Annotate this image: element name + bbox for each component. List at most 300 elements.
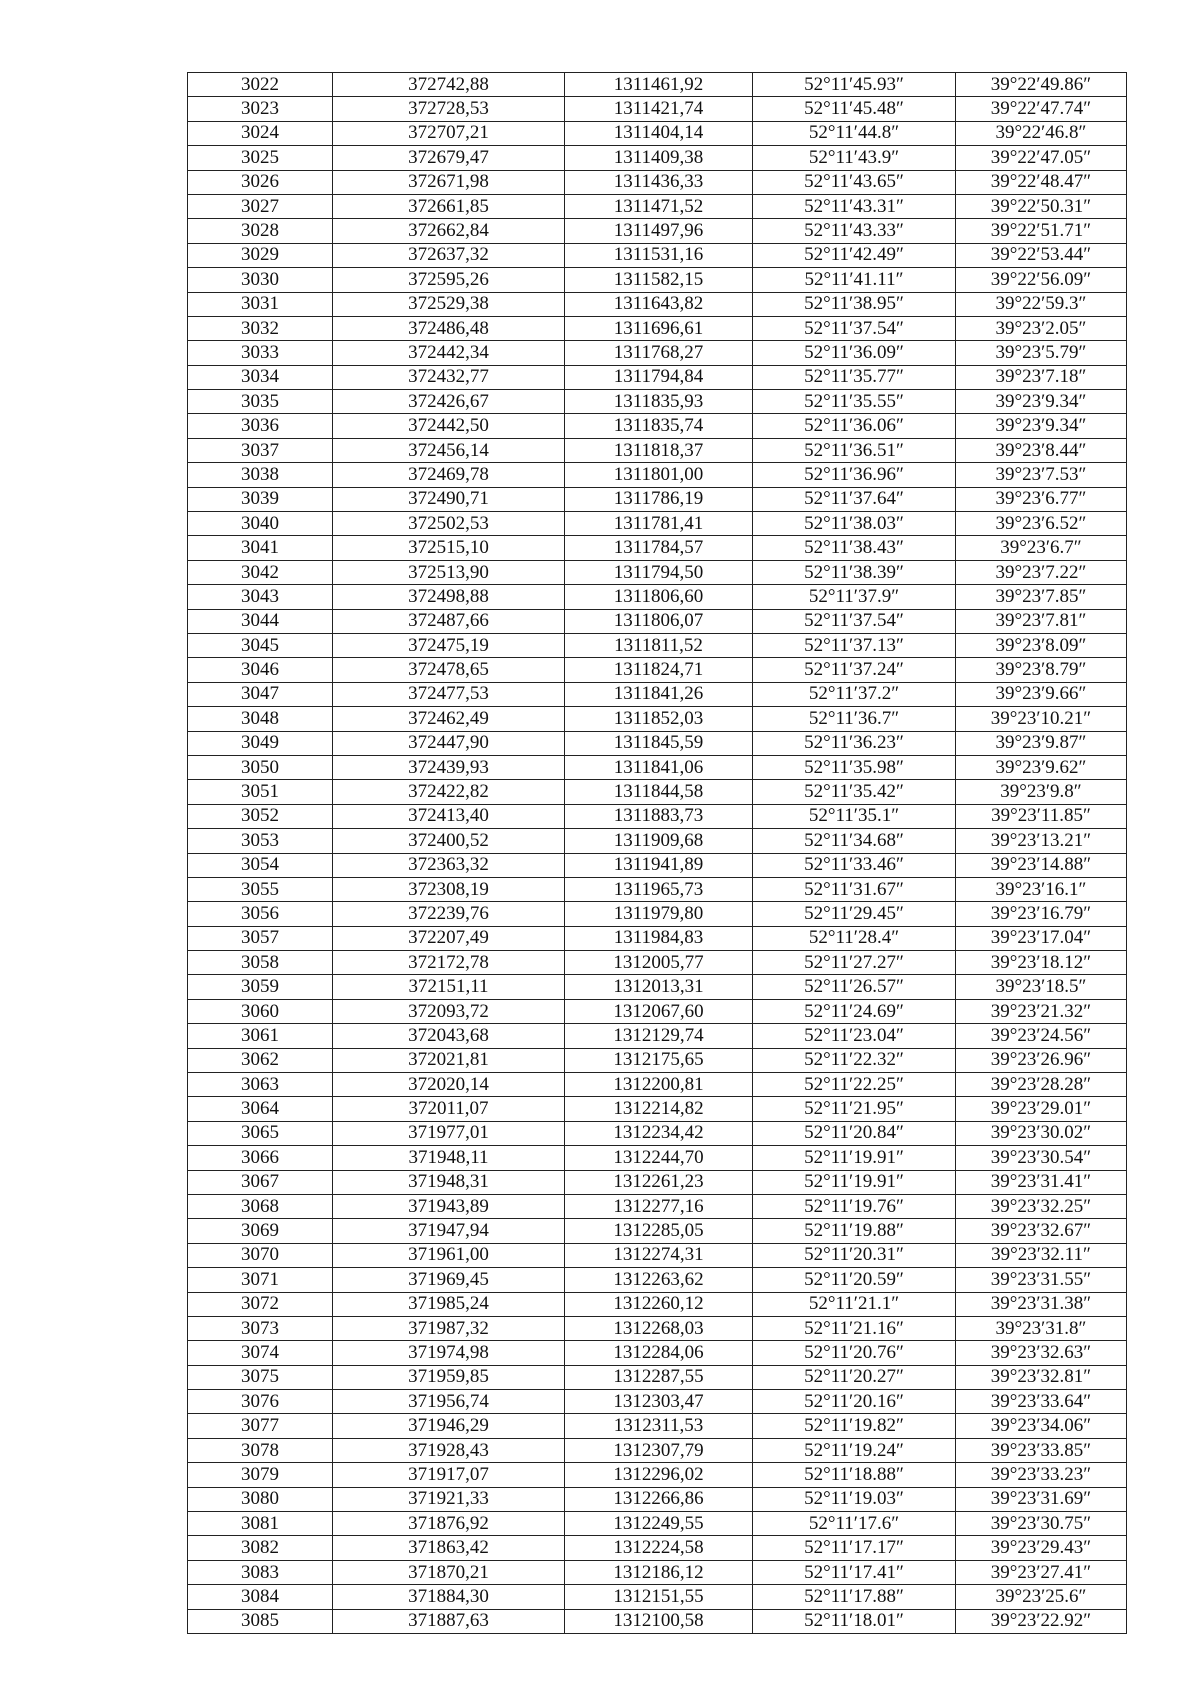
table-row (188, 512, 1127, 536)
latitude-cell: 52°11′37.13″ (753, 633, 956, 657)
latitude-cell: 52°11′19.03″ (753, 1487, 956, 1511)
table-row (188, 877, 1127, 901)
y-coordinate-cell: 1311824,71 (565, 658, 753, 682)
longitude-cell: 39°22′53.44″ (956, 243, 1127, 267)
longitude-cell: 39°22′51.71″ (956, 219, 1127, 243)
table-row (188, 1438, 1127, 1462)
point-number-cell: 3054 (188, 853, 333, 877)
point-number-cell: 3033 (188, 341, 333, 365)
longitude-cell: 39°23′8.79″ (956, 658, 1127, 682)
y-coordinate-cell: 1312234,42 (565, 1121, 753, 1145)
x-coordinate-cell: 372439,93 (333, 755, 565, 779)
x-coordinate-cell: 372011,07 (333, 1097, 565, 1121)
x-coordinate-cell: 372308,19 (333, 877, 565, 901)
latitude-cell: 52°11′28.4″ (753, 926, 956, 950)
latitude-cell: 52°11′22.25″ (753, 1073, 956, 1097)
x-coordinate-cell: 372671,98 (333, 170, 565, 194)
point-number-cell: 3070 (188, 1243, 333, 1267)
latitude-cell: 52°11′38.95″ (753, 292, 956, 316)
latitude-cell: 52°11′17.41″ (753, 1560, 956, 1584)
longitude-cell: 39°22′56.09″ (956, 268, 1127, 292)
longitude-cell: 39°23′32.81″ (956, 1365, 1127, 1389)
table-row (188, 926, 1127, 950)
y-coordinate-cell: 1312263,62 (565, 1268, 753, 1292)
latitude-cell: 52°11′43.65″ (753, 170, 956, 194)
point-number-cell: 3022 (188, 73, 333, 97)
point-number-cell: 3031 (188, 292, 333, 316)
x-coordinate-cell: 372442,50 (333, 414, 565, 438)
longitude-cell: 39°23′31.38″ (956, 1292, 1127, 1316)
y-coordinate-cell: 1311497,96 (565, 219, 753, 243)
longitude-cell: 39°23′9.66″ (956, 682, 1127, 706)
y-coordinate-cell: 1311841,06 (565, 755, 753, 779)
longitude-cell: 39°23′34.06″ (956, 1414, 1127, 1438)
y-coordinate-cell: 1311436,33 (565, 170, 753, 194)
x-coordinate-cell: 372020,14 (333, 1073, 565, 1097)
point-number-cell: 3068 (188, 1194, 333, 1218)
latitude-cell: 52°11′20.84″ (753, 1121, 956, 1145)
point-number-cell: 3085 (188, 1609, 333, 1633)
y-coordinate-cell: 1312285,05 (565, 1219, 753, 1243)
x-coordinate-cell: 371884,30 (333, 1585, 565, 1609)
y-coordinate-cell: 1311965,73 (565, 877, 753, 901)
table-row (188, 1365, 1127, 1389)
y-coordinate-cell: 1312284,06 (565, 1341, 753, 1365)
point-number-cell: 3030 (188, 268, 333, 292)
point-number-cell: 3041 (188, 536, 333, 560)
latitude-cell: 52°11′37.2″ (753, 682, 956, 706)
y-coordinate-cell: 1312274,31 (565, 1243, 753, 1267)
longitude-cell: 39°22′48.47″ (956, 170, 1127, 194)
x-coordinate-cell: 372478,65 (333, 658, 565, 682)
longitude-cell: 39°23′2.05″ (956, 316, 1127, 340)
table-row (188, 73, 1127, 97)
longitude-cell: 39°22′50.31″ (956, 194, 1127, 218)
x-coordinate-cell: 372363,32 (333, 853, 565, 877)
longitude-cell: 39°23′7.22″ (956, 560, 1127, 584)
point-number-cell: 3043 (188, 585, 333, 609)
longitude-cell: 39°23′31.69″ (956, 1487, 1127, 1511)
table-row (188, 1243, 1127, 1267)
table-row (188, 780, 1127, 804)
latitude-cell: 52°11′33.46″ (753, 853, 956, 877)
point-number-cell: 3074 (188, 1341, 333, 1365)
latitude-cell: 52°11′35.55″ (753, 390, 956, 414)
x-coordinate-cell: 372502,53 (333, 512, 565, 536)
longitude-cell: 39°23′22.92″ (956, 1609, 1127, 1633)
y-coordinate-cell: 1312175,65 (565, 1048, 753, 1072)
latitude-cell: 52°11′35.1″ (753, 804, 956, 828)
longitude-cell: 39°23′32.67″ (956, 1219, 1127, 1243)
point-number-cell: 3050 (188, 755, 333, 779)
x-coordinate-cell: 372239,76 (333, 902, 565, 926)
y-coordinate-cell: 1311835,74 (565, 414, 753, 438)
table-row (188, 731, 1127, 755)
point-number-cell: 3032 (188, 316, 333, 340)
x-coordinate-cell: 372515,10 (333, 536, 565, 560)
x-coordinate-cell: 372707,21 (333, 121, 565, 145)
table-row (188, 268, 1127, 292)
table-row (188, 487, 1127, 511)
point-number-cell: 3057 (188, 926, 333, 950)
latitude-cell: 52°11′37.54″ (753, 316, 956, 340)
latitude-cell: 52°11′27.27″ (753, 951, 956, 975)
x-coordinate-cell: 371974,98 (333, 1341, 565, 1365)
longitude-cell: 39°23′28.28″ (956, 1073, 1127, 1097)
table-row (188, 243, 1127, 267)
point-number-cell: 3038 (188, 463, 333, 487)
point-number-cell: 3039 (188, 487, 333, 511)
latitude-cell: 52°11′44.8″ (753, 121, 956, 145)
table-row (188, 365, 1127, 389)
x-coordinate-cell: 372529,38 (333, 292, 565, 316)
y-coordinate-cell: 1312261,23 (565, 1170, 753, 1194)
y-coordinate-cell: 1311582,15 (565, 268, 753, 292)
longitude-cell: 39°23′32.11″ (956, 1243, 1127, 1267)
latitude-cell: 52°11′41.11″ (753, 268, 956, 292)
y-coordinate-cell: 1312100,58 (565, 1609, 753, 1633)
x-coordinate-cell: 372513,90 (333, 560, 565, 584)
latitude-cell: 52°11′19.24″ (753, 1438, 956, 1462)
y-coordinate-cell: 1311984,83 (565, 926, 753, 950)
latitude-cell: 52°11′38.39″ (753, 560, 956, 584)
point-number-cell: 3024 (188, 121, 333, 145)
latitude-cell: 52°11′17.17″ (753, 1536, 956, 1560)
table-row (188, 390, 1127, 414)
latitude-cell: 52°11′20.16″ (753, 1390, 956, 1414)
table-row (188, 292, 1127, 316)
y-coordinate-cell: 1311768,27 (565, 341, 753, 365)
table-row (188, 1292, 1127, 1316)
table-row (188, 951, 1127, 975)
latitude-cell: 52°11′42.49″ (753, 243, 956, 267)
point-number-cell: 3080 (188, 1487, 333, 1511)
point-number-cell: 3035 (188, 390, 333, 414)
table-row (188, 1170, 1127, 1194)
y-coordinate-cell: 1311531,16 (565, 243, 753, 267)
table-row (188, 121, 1127, 145)
longitude-cell: 39°23′31.8″ (956, 1316, 1127, 1340)
longitude-cell: 39°23′13.21″ (956, 829, 1127, 853)
point-number-cell: 3078 (188, 1438, 333, 1462)
x-coordinate-cell: 372477,53 (333, 682, 565, 706)
table-row (188, 902, 1127, 926)
table-row (188, 1024, 1127, 1048)
point-number-cell: 3051 (188, 780, 333, 804)
latitude-cell: 52°11′20.31″ (753, 1243, 956, 1267)
longitude-cell: 39°23′9.34″ (956, 414, 1127, 438)
y-coordinate-cell: 1311786,19 (565, 487, 753, 511)
point-number-cell: 3045 (188, 633, 333, 657)
x-coordinate-cell: 372742,88 (333, 73, 565, 97)
point-number-cell: 3061 (188, 1024, 333, 1048)
x-coordinate-cell: 371956,74 (333, 1390, 565, 1414)
y-coordinate-cell: 1312151,55 (565, 1585, 753, 1609)
latitude-cell: 52°11′37.54″ (753, 609, 956, 633)
x-coordinate-cell: 372679,47 (333, 146, 565, 170)
latitude-cell: 52°11′35.42″ (753, 780, 956, 804)
table-row (188, 1560, 1127, 1584)
point-number-cell: 3067 (188, 1170, 333, 1194)
latitude-cell: 52°11′19.91″ (753, 1146, 956, 1170)
longitude-cell: 39°23′5.79″ (956, 341, 1127, 365)
point-number-cell: 3077 (188, 1414, 333, 1438)
table-row (188, 1048, 1127, 1072)
latitude-cell: 52°11′21.16″ (753, 1316, 956, 1340)
latitude-cell: 52°11′17.88″ (753, 1585, 956, 1609)
table-row (188, 1390, 1127, 1414)
y-coordinate-cell: 1312303,47 (565, 1390, 753, 1414)
table-row (188, 658, 1127, 682)
point-number-cell: 3040 (188, 512, 333, 536)
longitude-cell: 39°22′47.05″ (956, 146, 1127, 170)
latitude-cell: 52°11′43.33″ (753, 219, 956, 243)
x-coordinate-cell: 372661,85 (333, 194, 565, 218)
longitude-cell: 39°23′7.53″ (956, 463, 1127, 487)
y-coordinate-cell: 1311806,60 (565, 585, 753, 609)
table-row (188, 414, 1127, 438)
longitude-cell: 39°23′16.79″ (956, 902, 1127, 926)
longitude-cell: 39°23′21.32″ (956, 999, 1127, 1023)
table-row (188, 1609, 1127, 1633)
point-number-cell: 3062 (188, 1048, 333, 1072)
x-coordinate-cell: 372475,19 (333, 633, 565, 657)
point-number-cell: 3081 (188, 1512, 333, 1536)
table-row (188, 1121, 1127, 1145)
latitude-cell: 52°11′38.43″ (753, 536, 956, 560)
x-coordinate-cell: 372490,71 (333, 487, 565, 511)
point-number-cell: 3029 (188, 243, 333, 267)
x-coordinate-cell: 372021,81 (333, 1048, 565, 1072)
x-coordinate-cell: 371948,31 (333, 1170, 565, 1194)
latitude-cell: 52°11′19.88″ (753, 1219, 956, 1243)
longitude-cell: 39°23′30.02″ (956, 1121, 1127, 1145)
x-coordinate-cell: 372093,72 (333, 999, 565, 1023)
latitude-cell: 52°11′19.82″ (753, 1414, 956, 1438)
y-coordinate-cell: 1311409,38 (565, 146, 753, 170)
latitude-cell: 52°11′20.59″ (753, 1268, 956, 1292)
longitude-cell: 39°23′14.88″ (956, 853, 1127, 877)
latitude-cell: 52°11′19.76″ (753, 1194, 956, 1218)
x-coordinate-cell: 371870,21 (333, 1560, 565, 1584)
x-coordinate-cell: 372462,49 (333, 707, 565, 731)
table-row (188, 633, 1127, 657)
x-coordinate-cell: 372486,48 (333, 316, 565, 340)
x-coordinate-cell: 371985,24 (333, 1292, 565, 1316)
latitude-cell: 52°11′36.96″ (753, 463, 956, 487)
point-number-cell: 3047 (188, 682, 333, 706)
x-coordinate-cell: 372422,82 (333, 780, 565, 804)
y-coordinate-cell: 1312307,79 (565, 1438, 753, 1462)
y-coordinate-cell: 1312296,02 (565, 1463, 753, 1487)
y-coordinate-cell: 1312224,58 (565, 1536, 753, 1560)
table-row (188, 1512, 1127, 1536)
longitude-cell: 39°23′8.09″ (956, 633, 1127, 657)
longitude-cell: 39°23′9.87″ (956, 731, 1127, 755)
x-coordinate-cell: 372413,40 (333, 804, 565, 828)
longitude-cell: 39°23′25.6″ (956, 1585, 1127, 1609)
y-coordinate-cell: 1312311,53 (565, 1414, 753, 1438)
longitude-cell: 39°23′9.34″ (956, 390, 1127, 414)
y-coordinate-cell: 1312013,31 (565, 975, 753, 999)
x-coordinate-cell: 372637,32 (333, 243, 565, 267)
point-number-cell: 3065 (188, 1121, 333, 1145)
latitude-cell: 52°11′20.27″ (753, 1365, 956, 1389)
point-number-cell: 3066 (188, 1146, 333, 1170)
point-number-cell: 3025 (188, 146, 333, 170)
y-coordinate-cell: 1312277,16 (565, 1194, 753, 1218)
x-coordinate-cell: 371921,33 (333, 1487, 565, 1511)
table-row (188, 536, 1127, 560)
y-coordinate-cell: 1311844,58 (565, 780, 753, 804)
point-number-cell: 3048 (188, 707, 333, 731)
point-number-cell: 3056 (188, 902, 333, 926)
point-number-cell: 3058 (188, 951, 333, 975)
latitude-cell: 52°11′23.04″ (753, 1024, 956, 1048)
point-number-cell: 3073 (188, 1316, 333, 1340)
x-coordinate-cell: 371943,89 (333, 1194, 565, 1218)
table-row (188, 194, 1127, 218)
x-coordinate-cell: 371863,42 (333, 1536, 565, 1560)
y-coordinate-cell: 1311404,14 (565, 121, 753, 145)
y-coordinate-cell: 1311471,52 (565, 194, 753, 218)
latitude-cell: 52°11′36.23″ (753, 731, 956, 755)
y-coordinate-cell: 1312287,55 (565, 1365, 753, 1389)
table-row (188, 853, 1127, 877)
y-coordinate-cell: 1311979,80 (565, 902, 753, 926)
point-number-cell: 3049 (188, 731, 333, 755)
x-coordinate-cell: 372469,78 (333, 463, 565, 487)
table-row (188, 463, 1127, 487)
latitude-cell: 52°11′20.76″ (753, 1341, 956, 1365)
y-coordinate-cell: 1312266,86 (565, 1487, 753, 1511)
table-row (188, 1414, 1127, 1438)
latitude-cell: 52°11′37.24″ (753, 658, 956, 682)
table-row (188, 219, 1127, 243)
longitude-cell: 39°23′30.75″ (956, 1512, 1127, 1536)
y-coordinate-cell: 1311883,73 (565, 804, 753, 828)
longitude-cell: 39°23′27.41″ (956, 1560, 1127, 1584)
table-row (188, 170, 1127, 194)
x-coordinate-cell: 371917,07 (333, 1463, 565, 1487)
point-number-cell: 3037 (188, 438, 333, 462)
table-row (188, 1097, 1127, 1121)
latitude-cell: 52°11′36.7″ (753, 707, 956, 731)
longitude-cell: 39°23′32.25″ (956, 1194, 1127, 1218)
table-row (188, 999, 1127, 1023)
x-coordinate-cell: 372662,84 (333, 219, 565, 243)
table-row (188, 1341, 1127, 1365)
table-row (188, 609, 1127, 633)
latitude-cell: 52°11′21.95″ (753, 1097, 956, 1121)
y-coordinate-cell: 1312186,12 (565, 1560, 753, 1584)
point-number-cell: 3079 (188, 1463, 333, 1487)
table-row (188, 560, 1127, 584)
latitude-cell: 52°11′36.06″ (753, 414, 956, 438)
y-coordinate-cell: 1311845,59 (565, 731, 753, 755)
y-coordinate-cell: 1312005,77 (565, 951, 753, 975)
latitude-cell: 52°11′18.01″ (753, 1609, 956, 1633)
longitude-cell: 39°23′10.21″ (956, 707, 1127, 731)
y-coordinate-cell: 1312200,81 (565, 1073, 753, 1097)
point-number-cell: 3036 (188, 414, 333, 438)
point-number-cell: 3075 (188, 1365, 333, 1389)
y-coordinate-cell: 1312129,74 (565, 1024, 753, 1048)
longitude-cell: 39°23′30.54″ (956, 1146, 1127, 1170)
table-row (188, 1073, 1127, 1097)
table-row (188, 1316, 1127, 1340)
table-row (188, 804, 1127, 828)
x-coordinate-cell: 372456,14 (333, 438, 565, 462)
latitude-cell: 52°11′37.64″ (753, 487, 956, 511)
longitude-cell: 39°22′47.74″ (956, 97, 1127, 121)
longitude-cell: 39°23′17.04″ (956, 926, 1127, 950)
table-row (188, 438, 1127, 462)
point-number-cell: 3072 (188, 1292, 333, 1316)
longitude-cell: 39°23′31.55″ (956, 1268, 1127, 1292)
x-coordinate-cell: 372487,66 (333, 609, 565, 633)
x-coordinate-cell: 371969,45 (333, 1268, 565, 1292)
latitude-cell: 52°11′36.51″ (753, 438, 956, 462)
x-coordinate-cell: 372043,68 (333, 1024, 565, 1048)
y-coordinate-cell: 1311852,03 (565, 707, 753, 731)
point-number-cell: 3053 (188, 829, 333, 853)
latitude-cell: 52°11′17.6″ (753, 1512, 956, 1536)
x-coordinate-cell: 372432,77 (333, 365, 565, 389)
y-coordinate-cell: 1312260,12 (565, 1292, 753, 1316)
table-row (188, 1585, 1127, 1609)
y-coordinate-cell: 1311806,07 (565, 609, 753, 633)
point-number-cell: 3023 (188, 97, 333, 121)
longitude-cell: 39°23′18.5″ (956, 975, 1127, 999)
longitude-cell: 39°23′33.64″ (956, 1390, 1127, 1414)
latitude-cell: 52°11′38.03″ (753, 512, 956, 536)
table-row (188, 1146, 1127, 1170)
latitude-cell: 52°11′43.9″ (753, 146, 956, 170)
point-number-cell: 3026 (188, 170, 333, 194)
point-number-cell: 3027 (188, 194, 333, 218)
x-coordinate-cell: 372442,34 (333, 341, 565, 365)
point-number-cell: 3059 (188, 975, 333, 999)
longitude-cell: 39°23′24.56″ (956, 1024, 1127, 1048)
y-coordinate-cell: 1311794,84 (565, 365, 753, 389)
longitude-cell: 39°23′16.1″ (956, 877, 1127, 901)
y-coordinate-cell: 1311941,89 (565, 853, 753, 877)
x-coordinate-cell: 372400,52 (333, 829, 565, 853)
y-coordinate-cell: 1311781,41 (565, 512, 753, 536)
latitude-cell: 52°11′34.68″ (753, 829, 956, 853)
latitude-cell: 52°11′31.67″ (753, 877, 956, 901)
point-number-cell: 3076 (188, 1390, 333, 1414)
x-coordinate-cell: 372728,53 (333, 97, 565, 121)
longitude-cell: 39°22′49.86″ (956, 73, 1127, 97)
longitude-cell: 39°23′9.62″ (956, 755, 1127, 779)
x-coordinate-cell: 371947,94 (333, 1219, 565, 1243)
latitude-cell: 52°11′35.98″ (753, 755, 956, 779)
table-row (188, 1463, 1127, 1487)
longitude-cell: 39°22′46.8″ (956, 121, 1127, 145)
point-number-cell: 3060 (188, 999, 333, 1023)
x-coordinate-cell: 372151,11 (333, 975, 565, 999)
longitude-cell: 39°23′7.85″ (956, 585, 1127, 609)
latitude-cell: 52°11′45.93″ (753, 73, 956, 97)
point-number-cell: 3042 (188, 560, 333, 584)
y-coordinate-cell: 1311801,00 (565, 463, 753, 487)
table-row (188, 1194, 1127, 1218)
x-coordinate-cell: 371959,85 (333, 1365, 565, 1389)
x-coordinate-cell: 372595,26 (333, 268, 565, 292)
table-row (188, 975, 1127, 999)
